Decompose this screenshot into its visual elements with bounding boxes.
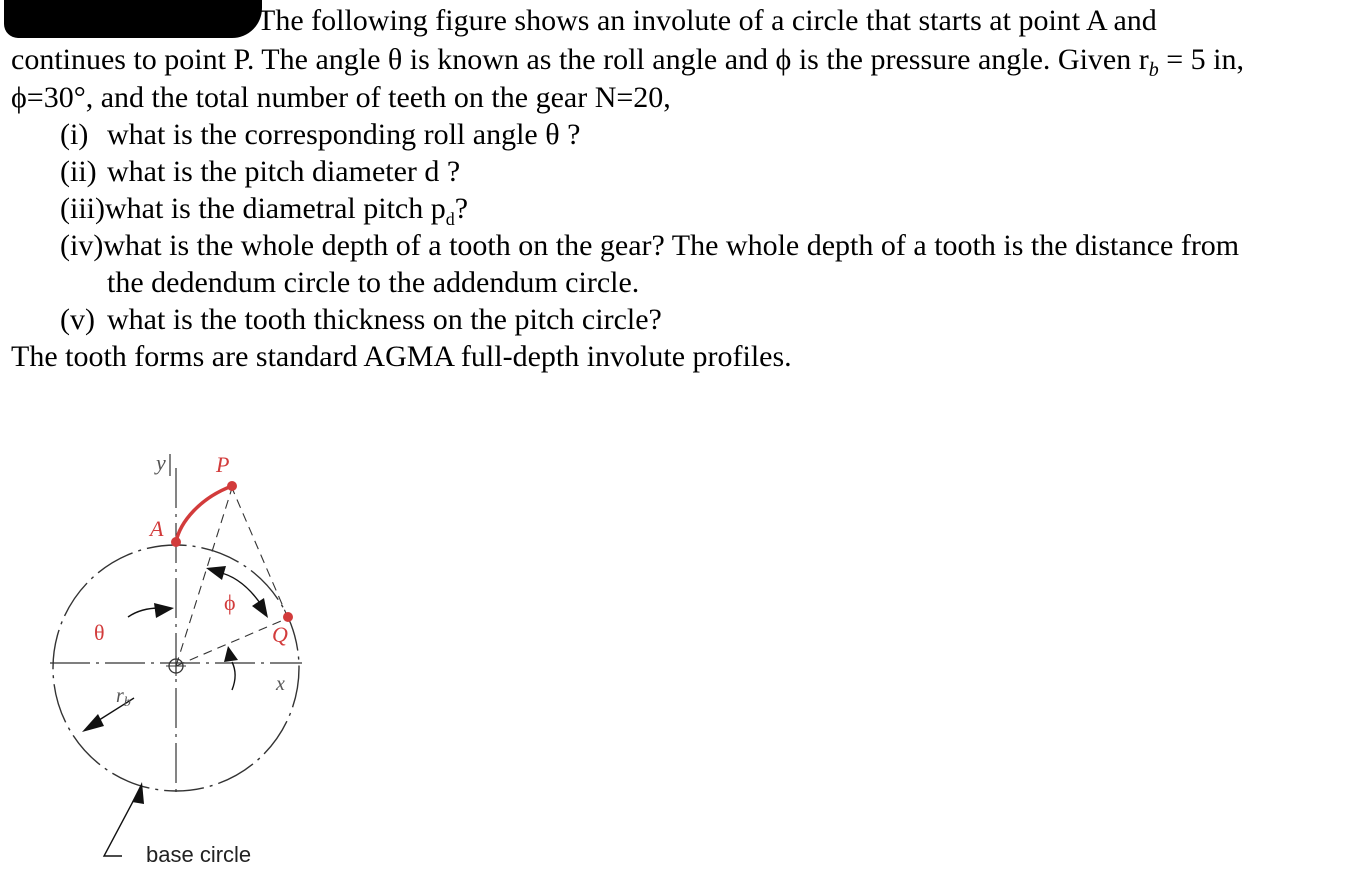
question-2-label: (ii): [60, 155, 97, 188]
involute-figure: [40, 440, 320, 870]
question-1-label: (i): [60, 118, 89, 151]
closing-statement: The tooth forms are standard AGMA full-depth involute profiles.: [11, 340, 792, 373]
label-theta: θ: [94, 620, 105, 645]
involute-curve: [176, 486, 232, 542]
label-phi: ϕ: [224, 590, 236, 615]
question-1-text: what is the corresponding roll angle θ ?: [107, 118, 581, 151]
question-4: [60, 227, 1239, 265]
question-3-text: what is the diametral pitch p: [105, 192, 446, 225]
question-5: [60, 301, 662, 339]
question-2-text: what is the pitch diameter d ?: [107, 155, 461, 188]
x-rotation-arc: [232, 662, 235, 690]
label-rb-sub: b: [123, 695, 131, 710]
problem-line-1: The following figure shows an involute of a circle that starts at point A and: [257, 4, 1157, 37]
question-5-text: what is the tooth thickness on the pitch circle?: [107, 303, 662, 336]
label-y: y: [156, 450, 166, 475]
problem-line-3: ϕ=30°, and the total number of teeth on the gear N=20,: [11, 81, 671, 114]
question-3-label: (iii): [60, 192, 105, 225]
label-x: x: [276, 673, 285, 695]
redaction-bar: [4, 0, 262, 38]
radius-to-p: [176, 488, 232, 666]
problem-line-2-text: continues to point P. The angle θ is known as the roll angle and ϕ is the pressure angle. Given r: [11, 43, 1149, 76]
question-2: [60, 153, 460, 191]
point-a-marker: [171, 537, 181, 547]
point-p-marker: [227, 481, 237, 491]
roll-angle-arrowhead: [154, 603, 174, 618]
question-4-text: what is the whole depth of a tooth on the gear? The whole depth of a tooth is the distance from: [103, 229, 1240, 262]
pressure-arrowhead-right: [252, 598, 268, 618]
rb-subscript: b: [1148, 59, 1159, 81]
label-rb-main: r: [116, 685, 124, 707]
figure-caption: base circle: [146, 842, 252, 867]
rb-arrowhead: [82, 714, 104, 732]
x-rotation-arrowhead: [224, 646, 238, 662]
question-1: [60, 116, 580, 154]
question-4-continuation: the dedendum circle to the addendum circle.: [107, 266, 640, 299]
label-a: A: [150, 516, 164, 541]
label-p: P: [216, 452, 230, 477]
pressure-arrowhead-left: [206, 566, 226, 580]
problem-line-2-end: = 5 in,: [1158, 43, 1244, 76]
pd-subscript: d: [445, 209, 455, 229]
question-5-label: (v): [60, 303, 95, 336]
question-4-label: (iv): [60, 229, 104, 262]
tangent-q-p: [232, 488, 288, 618]
point-q-marker: [283, 612, 293, 622]
question-3-end: ?: [454, 192, 469, 225]
label-rb: [116, 685, 131, 710]
label-q: Q: [272, 622, 288, 647]
